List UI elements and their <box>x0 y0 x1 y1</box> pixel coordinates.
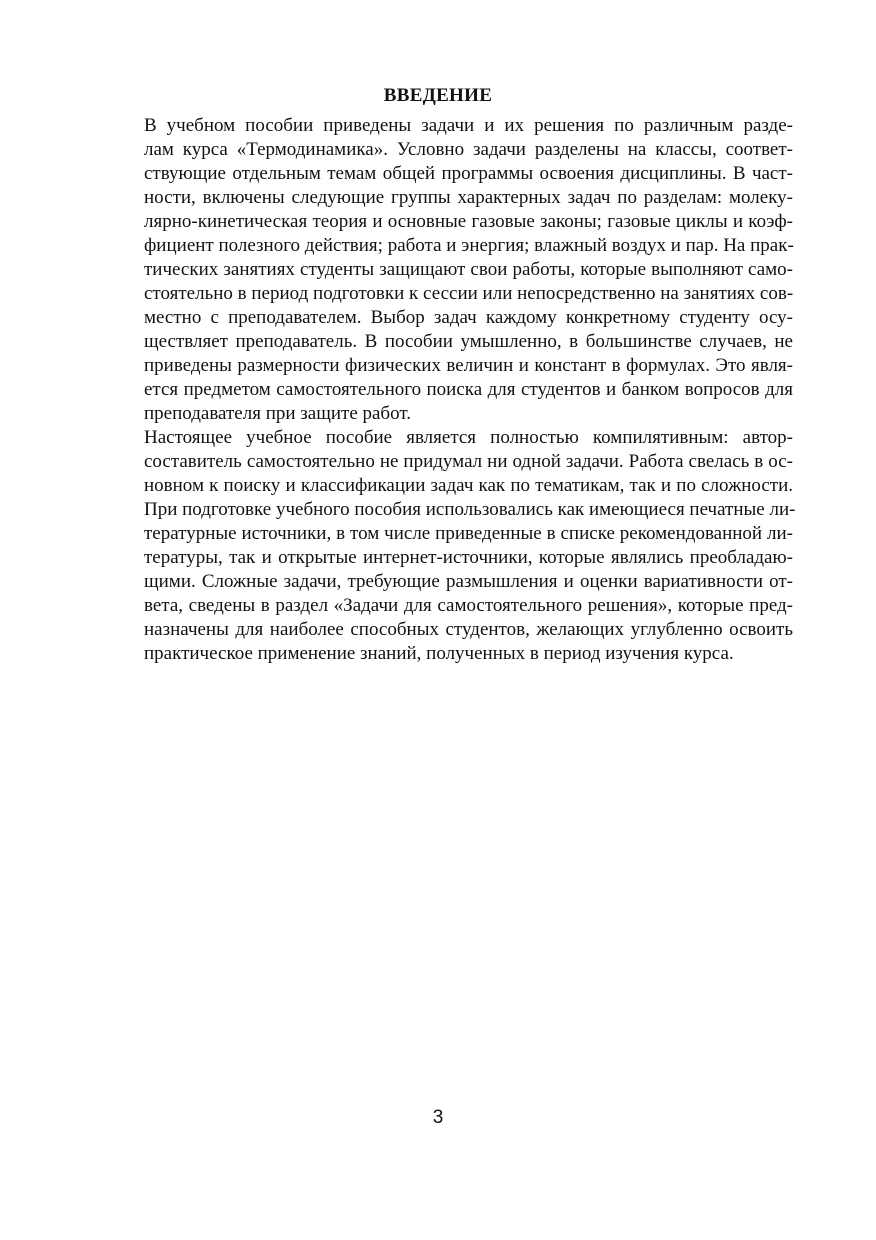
text-line: Настоящее учебное пособие является полностью компилятивным: автор- <box>144 427 793 448</box>
text-line: В учебном пособии приведены задачи и их решения по различным разде- <box>144 115 793 136</box>
text-line: щими. Сложные задачи, требующие размышления и оценки вариативности от- <box>144 571 793 592</box>
text-line: приведены размерности физических величин и констант в формулах. Это явля- <box>144 355 793 376</box>
text-line: стоятельно в период подготовки к сессии или непосредственно на занятиях сов- <box>144 283 794 304</box>
text-line: ствующие отдельным темам общей программы освоения дисциплины. В част- <box>144 163 793 184</box>
text-line: ществляет преподаватель. В пособии умышленно, в большинстве случаев, не <box>144 331 793 352</box>
text-line: При подготовке учебного пособия использовались как имеющиеся печатные ли- <box>144 499 796 520</box>
text-line: лам курса «Термодинамика». Условно задачи разделены на классы, соответ- <box>144 139 793 160</box>
text-line: практическое применение знаний, полученных в период изучения курса. <box>144 643 734 664</box>
text-line: назначены для наиболее способных студентов, желающих углубленно освоить <box>144 619 793 640</box>
text-line: преподавателя при защите работ. <box>144 403 411 424</box>
text-line: вета, сведены в раздел «Задачи для самостоятельного решения», которые пред- <box>144 595 793 616</box>
paragraph-2 <box>84 426 796 666</box>
text-line: новном к поиску и классификации задач как по тематикам, так и по сложности. <box>144 475 793 496</box>
paragraph-1 <box>84 114 793 426</box>
text-line: фициент полезного действия; работа и энергия; влажный воздух и пар. На прак- <box>144 235 794 256</box>
text-line: тических занятиях студенты защищают свои работы, которые выполняют само- <box>144 259 793 280</box>
text-line: тературы, так и открытые интернет-источники, которые являлись преобладаю- <box>144 547 793 568</box>
text-line: ется предметом самостоятельного поиска для студентов и банком вопросов для <box>144 379 793 400</box>
text-line: ности, включены следующие группы характерных задач по разделам: молеку- <box>144 187 793 208</box>
text-line: лярно-кинетическая теория и основные газовые законы; газовые циклы и коэф- <box>144 211 793 232</box>
document-body <box>84 114 796 666</box>
text-line: составитель самостоятельно не придумал ни одной задачи. Работа свелась в ос- <box>144 451 793 472</box>
text-line: тературные источники, в том числе приведенные в списке рекомендованной ли- <box>144 523 793 544</box>
text-line: местно с преподавателем. Выбор задач каждому конкретному студенту осу- <box>144 307 793 328</box>
page-number: 3 <box>432 1107 444 1128</box>
page-title: ВВЕДЕНИЕ <box>383 85 493 106</box>
